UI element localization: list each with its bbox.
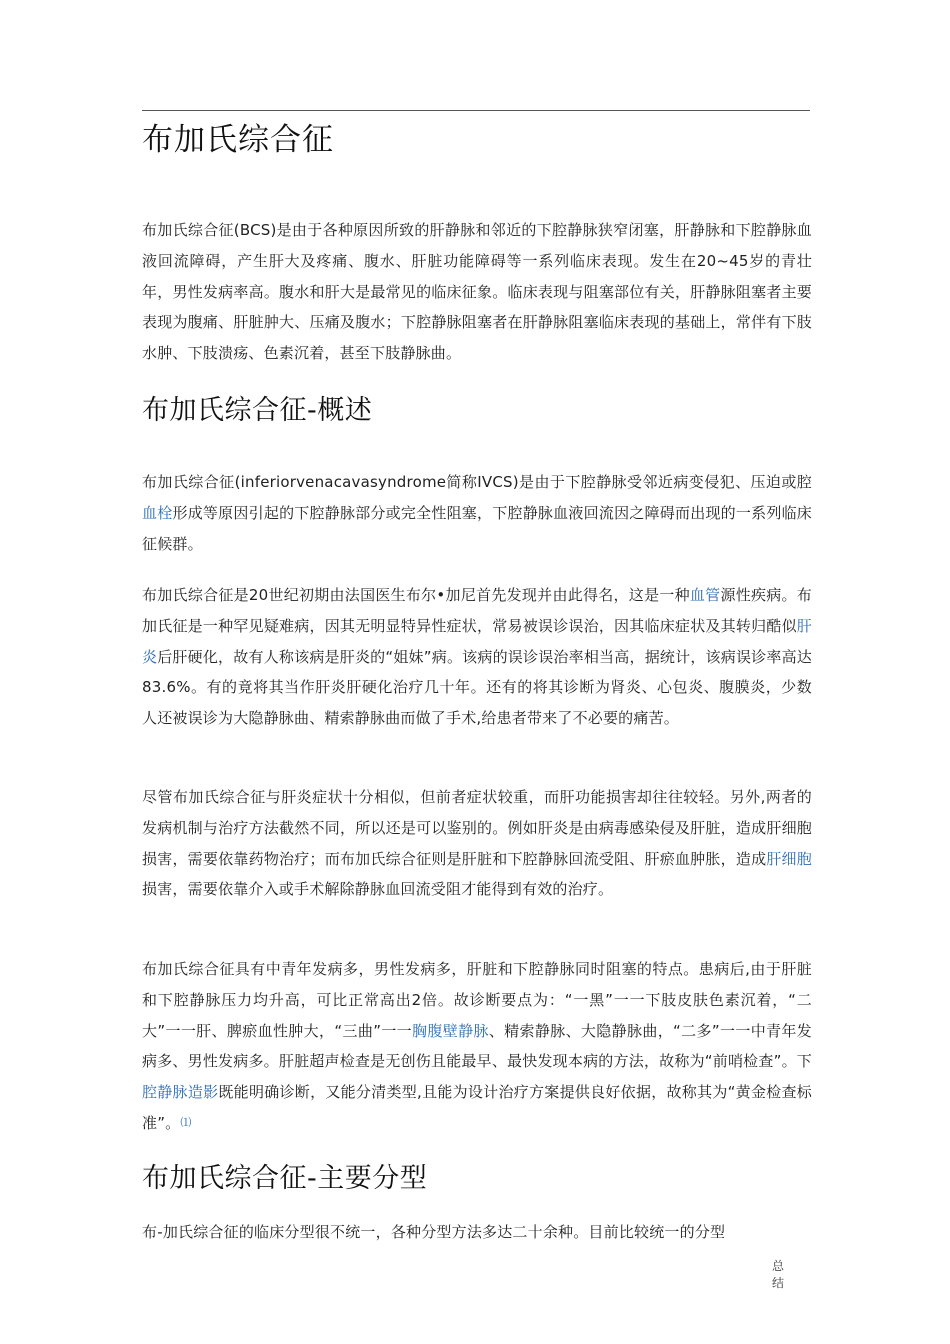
text-span: 源性疾病。布加氏征是一种罕见疑难病，因其无明显特异性症状，常易被误诊误治，因其临床症状及其转归酷似 bbox=[142, 586, 812, 635]
text-span: 布加氏综合征是20世纪初期由法国医生布尔•加尼首先发现并由此得名，这是一种 bbox=[142, 586, 690, 604]
footer-mark-line: 总 bbox=[771, 1259, 784, 1273]
footer-mark bbox=[768, 1258, 788, 1292]
reference-marker[interactable]: ⑴ bbox=[180, 1115, 192, 1129]
section-heading-overview: 布加氏综合征-概述 bbox=[142, 395, 373, 426]
link-vena-cavography[interactable]: 腔静脉造影 bbox=[142, 1083, 219, 1102]
overview-paragraph-1 bbox=[142, 467, 812, 559]
text-span: 尽管布加氏综合征与肝炎症状十分相似，但前者症状较重，而肝功能损害却往往较轻。另外,两者的发病机制与治疗方法截然不同，所以还是可以鉴别的。例如肝炎是由病毒感染侵及肝脏，造成肝细胞损害，需要依靠药物治疗；而布加氏综合征则是肝脏和下腔静脉回流受阻、肝瘀血肿胀，造成 bbox=[142, 788, 812, 868]
link-hepatitis[interactable]: 肝炎 bbox=[142, 616, 812, 666]
types-paragraph-1: 布-加氏综合征的临床分型很不统一，各种分型方法多达二十余种。目前比较统一的分型 bbox=[142, 1223, 726, 1241]
link-thrombus[interactable]: 血栓 bbox=[142, 503, 173, 522]
text-span: 布加氏综合征(inferiorvenacavasyndrome简称IVCS)是由于下腔静脉受邻近病变侵犯、压迫或腔 bbox=[142, 473, 812, 491]
link-thoracoabdominal-vein[interactable]: 胸腹壁静脉 bbox=[412, 1021, 489, 1040]
text-span: 形成等原因引起的下腔静脉部分或完全性阻塞，下腔静脉血液回流因之障碍而出现的一系列临床征候群。 bbox=[142, 503, 813, 553]
top-rule bbox=[142, 110, 810, 111]
intro-paragraph: 布加氏综合征(BCS)是由于各种原因所致的肝静脉和邻近的下腔静脉狭窄闭塞，肝静脉和下腔静脉血液回流障碍，产生肝大及疼痛、腹水、肝脏功能障碍等一系列临床表现。发生在20~45岁的青壮年，男性发病率高。腹水和肝大是最常见的临床征象。临床表现与阻塞部位有关，肝静脉阻塞者主要表现为腹痛、肝脏肿大、压痛及腹水；下腔静脉阻塞者在肝静脉阻塞临床表现的基础上，常伴有下肢水肿、下肢溃疡、色素沉着，甚至下肢静脉曲。 bbox=[142, 221, 812, 363]
page-title: 布加氏综合征 bbox=[142, 122, 334, 158]
text-span: 、精索静脉、大隐静脉曲，“二多”一一中青年发病多、男性发病多。肝脏超声检查是无创伤且能最早、最快发现本病的方法，故称为“前哨检查”。下 bbox=[142, 1021, 812, 1071]
overview-paragraph-2 bbox=[142, 580, 812, 734]
link-hepatocyte[interactable]: 肝细胞 bbox=[766, 849, 812, 868]
text-span: 布加氏综合征具有中青年发病多，男性发病多，肝脏和下腔静脉同时阻塞的特点。患病后,由于肝脏和下腔静脉压力均升高，可比正常高出2倍。故诊断要点为：“一黑”一一下肢皮肤色素沉着，“二大”一一肝、脾瘀血性肿大，“三曲”一一 bbox=[142, 960, 812, 1040]
section-heading-types: 布加氏综合征-主要分型 bbox=[142, 1163, 428, 1194]
overview-paragraph-4 bbox=[142, 954, 812, 1139]
text-span: 后肝硬化，故有人称该病是肝炎的“姐妹”病。该病的误诊误治率相当高，据统计，该病误诊率高达83.6%。有的竟将其当作肝炎肝硬化治疗几十年。还有的将其诊断为肾炎、心包炎、腹膜炎，少数人还被误诊为大隐静脉曲、精索静脉曲而做了手术,给患者带来了不必要的痛苦。 bbox=[142, 647, 812, 728]
footer-mark-line: 结 bbox=[771, 1276, 784, 1290]
text-span: 损害，需要依靠介入或手术解除静脉血回流受阻才能得到有效的治疗。 bbox=[142, 880, 614, 899]
link-blood-vessel[interactable]: 血管 bbox=[689, 586, 721, 604]
overview-paragraph-3 bbox=[142, 782, 812, 905]
text-span: 既能明确诊断，又能分清类型,且能为设计治疗方案提供良好依据，故称其为“黄金检查标准”。 bbox=[142, 1083, 812, 1132]
